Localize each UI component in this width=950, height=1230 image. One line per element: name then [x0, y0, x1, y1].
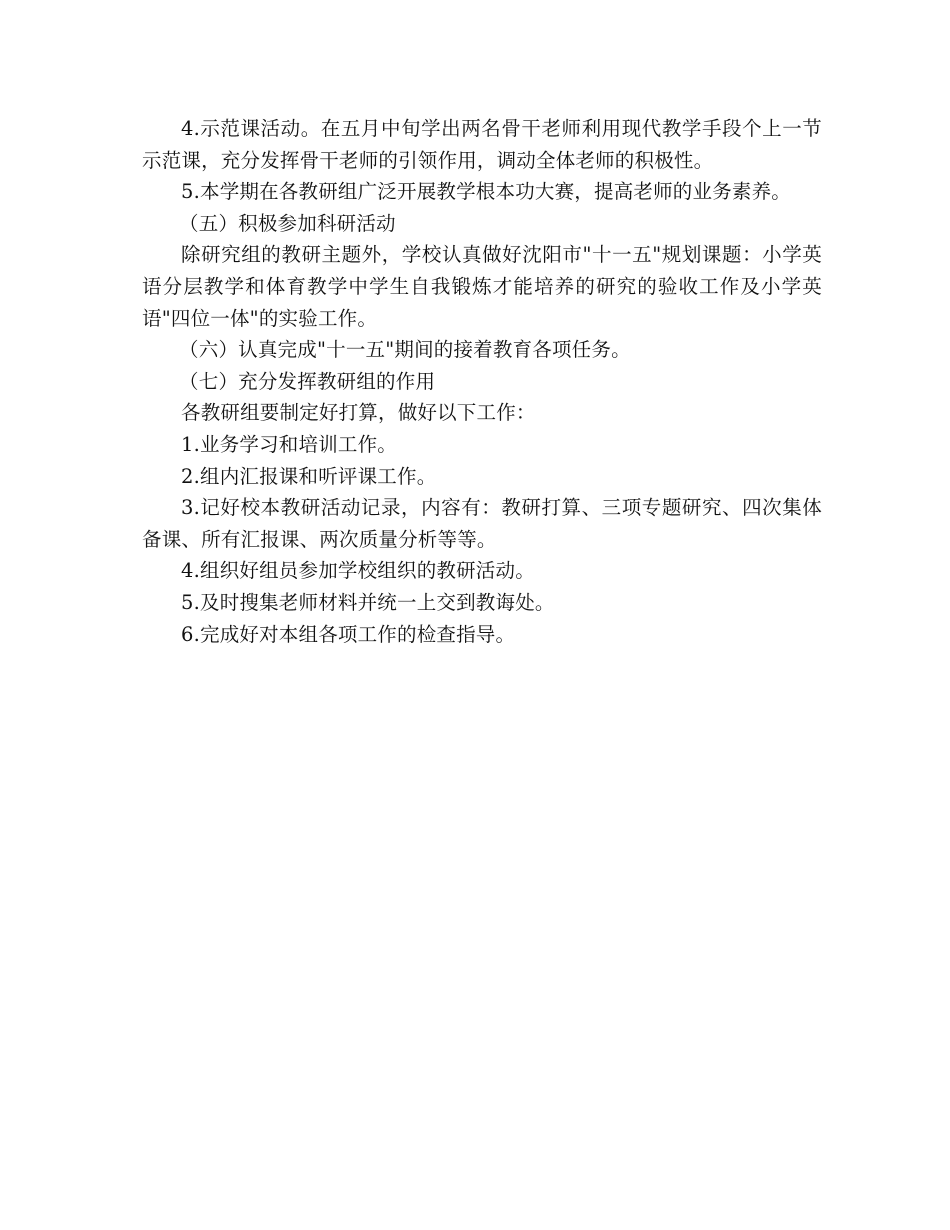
list-item-organize-members: 4.组织好组员参加学校组织的教研活动。 — [181, 559, 535, 583]
paragraph-teaching-contest: 5.本学期在各教研组广泛开展教学根本功大赛，提高老师的业务素养。 — [181, 180, 792, 204]
section-heading-research: （五）积极参加科研活动 — [179, 211, 396, 235]
list-item-inspection: 6.完成好对本组各项工作的检查指导。 — [181, 622, 516, 646]
document-body — [142, 113, 822, 650]
list-item-study-training: 1.业务学习和培训工作。 — [181, 432, 398, 456]
list-item-report-lessons: 2.组内汇报课和听评课工作。 — [181, 464, 437, 488]
paragraph-demo-lesson: 4.示范课活动。在五月中旬学出两名骨干老师利用现代教学手段个上一节示范课，充分发挥骨干老师的引领作用，调动全体老师的积极性。 — [142, 117, 822, 172]
paragraph-group-plan: 各教研组要制定好打算，做好以下工作： — [181, 401, 536, 425]
list-item-collect-materials: 5.及时搜集老师材料并统一上交到教诲处。 — [181, 590, 555, 614]
paragraph-research-topics: 除研究组的教研主题外，学校认真做好沈阳市"十一五"规划课题：小学英语分层教学和体育教学中学生自我锻炼才能培养的研究的验收工作及小学英语"四位一体"的实验工作。 — [142, 243, 822, 330]
list-item-records: 3.记好校本教研活动记录，内容有：教研打算、三项专题研究、四次集体备课、所有汇报课、两次质量分析等等。 — [142, 496, 822, 551]
section-heading-research-groups: （七）充分发挥教研组的作用 — [179, 369, 436, 393]
section-heading-continuing-education: （六）认真完成"十一五"期间的接着教育各项任务。 — [179, 338, 631, 362]
